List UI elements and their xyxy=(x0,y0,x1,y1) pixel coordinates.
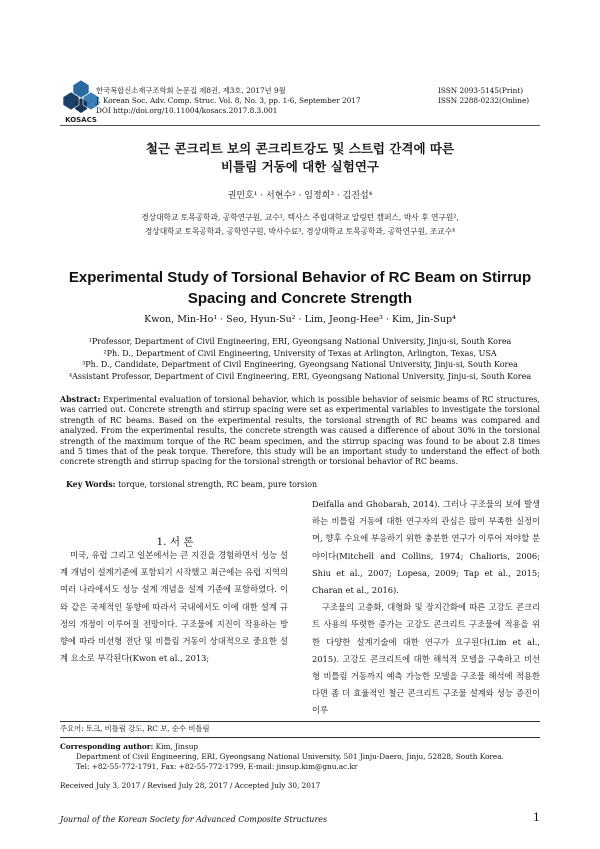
page-number: 1 xyxy=(533,811,540,824)
keywords xyxy=(66,480,317,489)
korean-authors: 권민호¹ · 서현수² · 임정희³ · 김진섭⁴ xyxy=(227,191,373,201)
right-column xyxy=(312,496,540,720)
english-affiliation-2: ²Ph. D., Department of Civil Engineering, University of Texas at Arlington, Arlington, Texas, USA xyxy=(103,348,497,358)
right-column-paragraph-1: Deifalla and Ghobarah, 2014). 그러나 구조물의 보에 발생하는 비틀림 거동에 대한 연구자의 관심은 많이 부족한 실정이며, 향후 수요에 부응하기 위한 충분한 연구가 이루어 져야할 분야이다(Mitchell and Collins, 1974; Chalioris, 2006; Shiu et al., 2007; Lopesa, 2009; Tap et al., 2015; Charan et al., 2016). xyxy=(312,499,540,596)
issn-print: ISSN 2093-5145(Print) xyxy=(438,86,524,95)
korean-keywords-footnote: 주요어: 토크, 비틀림 강도, RC 보, 순수 비틀림 xyxy=(60,724,210,733)
keywords-text: torque, torsional strength, RC beam, pure torsion xyxy=(118,480,318,489)
english-affiliation-4: ⁴Assistant Professor, Department of Civil Engineering, ERI, Gyeongsang National University, Jinju-si, South Korea xyxy=(68,371,532,381)
journal-name-korean: 한국복합신소재구조학회 논문집 제8권, 제3호, 2017년 9월 xyxy=(96,86,286,95)
corresponding-author-name: Kim, Jinsup xyxy=(155,742,199,751)
abstract-label: Abstract: xyxy=(60,395,101,404)
corresponding-author xyxy=(60,742,198,752)
english-authors: Kwon, Min-Ho¹ · Seo, Hyun-Su² · Lim, Jeong-Hee³ · Kim, Jin-Sup⁴ xyxy=(144,314,456,325)
right-column-paragraph-2: 구조물의 고층화, 대형화 및 장지간화에 따른 고강도 콘크리트 사용의 뚜렷한 증가는 고강도 콘크리트 구조물에 적용을 위한 다양한 설계기술에 대한 연구가 요구된다(Lim et al., 2015). 고강도 콘크리트에 대한 해석적 모델을 구축하고 비선형 비틀림 거동까지 예측 가능한 모델을 구조물 해석에 적용한다면 좀 더 효율적인 철근 콘크리트 구조물 설계와 성능 증진이 이루 xyxy=(312,602,540,716)
journal-name-english: J. Korean Soc. Adv. Comp. Struc. Vol. 8, No. 3, pp. 1-6, September 2017 xyxy=(96,96,361,105)
english-title xyxy=(60,267,540,309)
corresponding-contact[interactable]: Tel: +82-55-772-1791, Fax: +82-55-772-1799, E-mail: jinsup.kim@gnu.ac.kr xyxy=(76,762,358,771)
logo-label: KOSACS xyxy=(65,116,97,124)
keywords-label: Key Words: xyxy=(66,480,116,489)
header-divider xyxy=(60,125,540,126)
corresponding-author-label: Corresponding author: xyxy=(60,742,154,751)
english-affiliation-1: ¹Professor, Department of Civil Engineering, ERI, Gyeongsang National University, Jinju-si, South Korea xyxy=(88,337,512,346)
issn-online: ISSN 2288-0232(Online) xyxy=(438,96,530,105)
footnote-divider xyxy=(60,721,540,722)
doi-link[interactable]: DOI http://doi.org/10.11004/kosacs.2017.8.3.001 xyxy=(96,106,278,115)
korean-affiliation-line2: 경상대학교 토목공학과, 공학연구원, 박사수료³, 경상대학교 토목공학과, 공학연구원, 조교수⁴ xyxy=(144,227,456,236)
left-column xyxy=(60,547,288,667)
english-affiliation-3: ³Ph. D., Candidate, Department of Civil Engineering, Gyeongsang National University, Jinju-si, South Korea xyxy=(82,360,518,369)
left-column-paragraph: 미국, 유럽 그리고 일본에서는 큰 지진을 경험하면서 성능 설계 개념이 설계기준에 포함되기 시작했고 최근에는 유럽 지역의 여러 나라에서도 성능 설계 개념을 설계 기준에 포함하였다. 이와 같은 국제적인 동향에 따라서 국내에서도 이에 대한 설계 규정의 개정이 이루어질 전망이다. 구조물에 지진이 작용하는 방향에 따라 비선형 전단 및 비틀림 거동이 상대적으로 중요한 설계 요소로 부각된다(Kwon et al., 2013; xyxy=(60,550,288,664)
korean-title-line2: 비틀림 거동에 대한 실험연구 xyxy=(221,159,379,174)
received-dates: Received July 3, 2017 / Revised July 28, 2017 / Accepted July 30, 2017 xyxy=(60,781,321,790)
abstract-text: Experimental evaluation of torsional behavior, which is possible behavior of seismic beams of RC structures, was carried out. Concrete strength and stirrup spacing were set as experimental variables to investigate the torsional strength of RC beams. Based on the experimental results, the torsional strength of RC beams was compared and analyzed. From the experimental results, the concrete strength was caused a difference of about 30% in the torsional strength of the maximum torque of the RC beam specimen, and the stirrup spacing was found to be about 2.8 times and 5 times that of the peak torque. Therefore, this study will be an important study to understand the effect of both concrete strength and stirrup spacing for the torsional strength or torsional behavior of RC beams. xyxy=(60,395,540,467)
footnote-divider-2 xyxy=(60,737,540,738)
english-title-line1: Experimental Study of Torsional Behavior of RC Beam on Stirrup xyxy=(68,269,532,286)
footer-journal-name: Journal of the Korean Society for Advanced Composite Structures xyxy=(60,815,328,824)
korean-affiliation-line1: 경상대학교 토목공학과, 공학연구원, 교수¹, 텍사스 주립대학교 알링턴 캠퍼스, 박사 후 연구원², xyxy=(141,213,459,222)
abstract xyxy=(60,395,540,468)
section-heading-introduction: 1. 서 론 xyxy=(156,536,194,548)
corresponding-address: Department of Civil Engineering, ERI, Gyeongsang National University, 501 Jinju-Daero, Jinju, 52828, South Korea. xyxy=(76,752,504,761)
korean-title-line1: 철근 콘크리트 보의 콘크리트강도 및 스트럽 간격에 따른 xyxy=(145,141,455,156)
english-title-line2: Spacing and Concrete Strength xyxy=(187,290,413,307)
